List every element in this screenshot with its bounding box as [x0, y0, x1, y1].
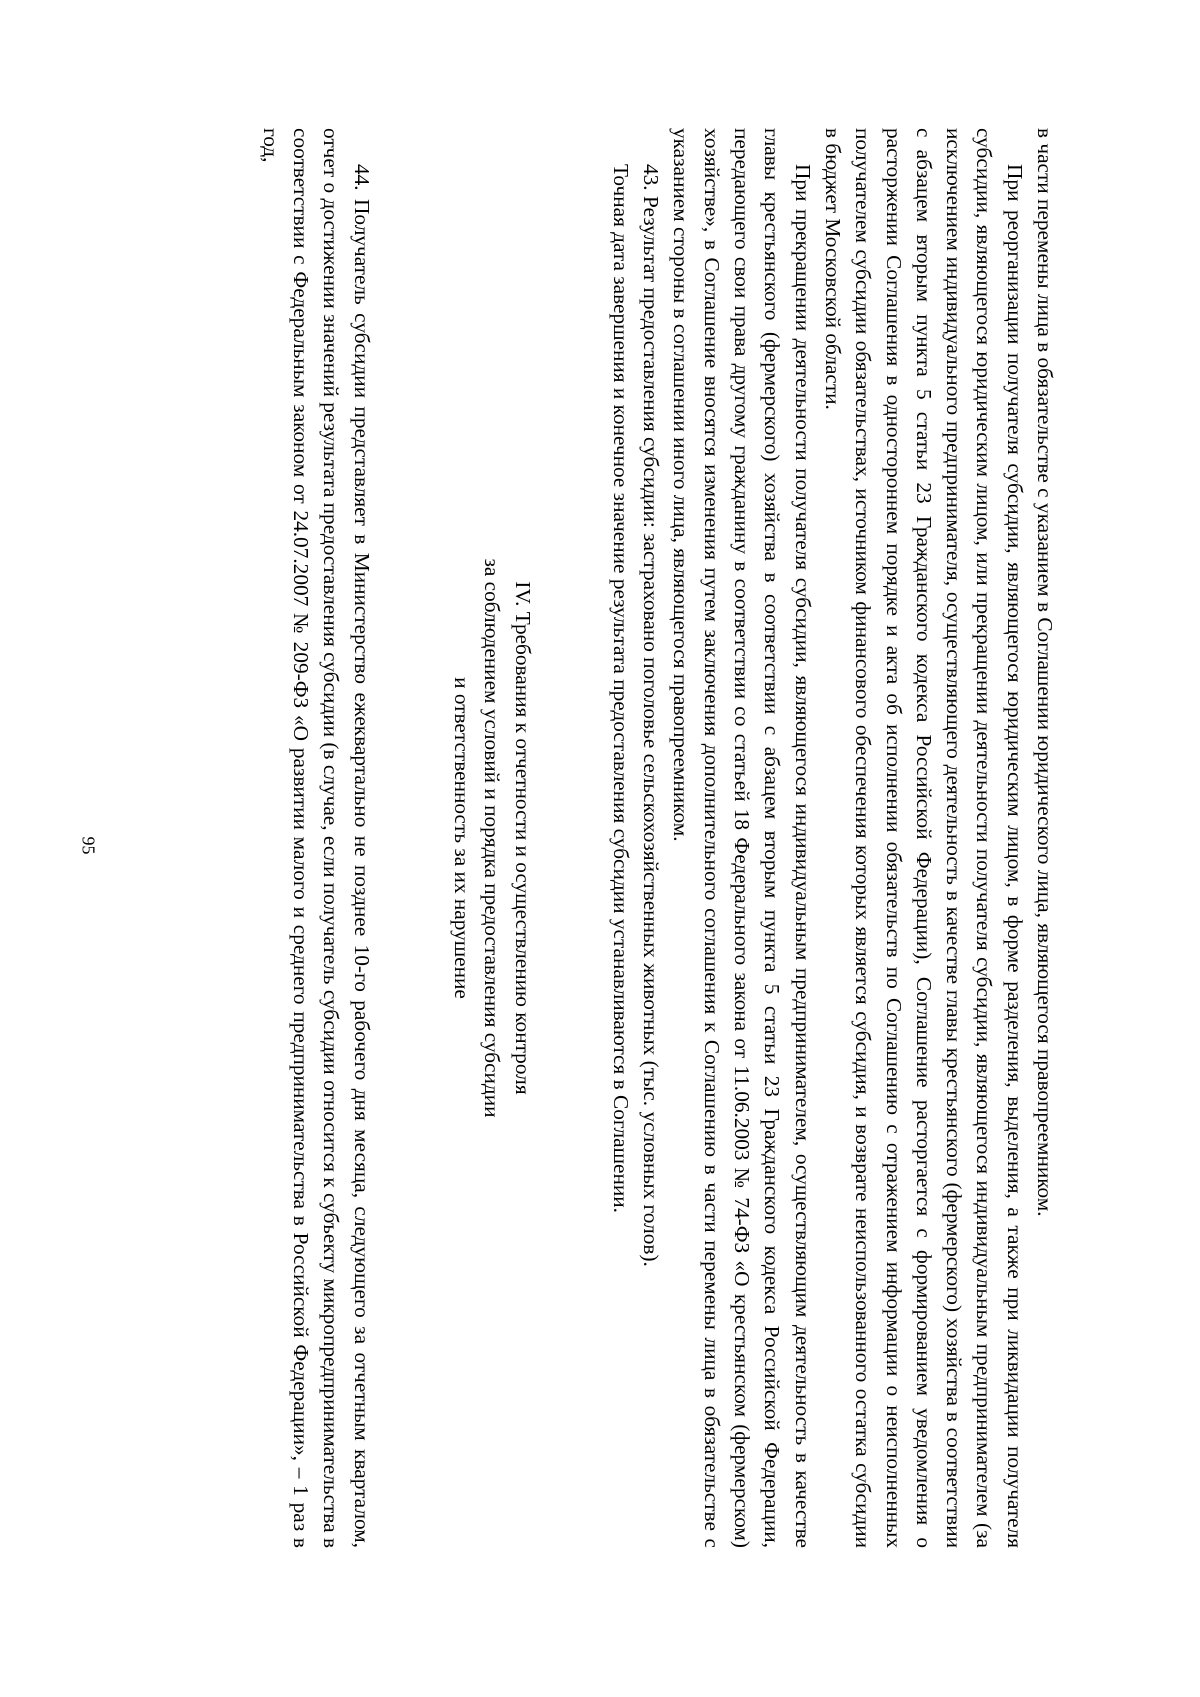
paragraph-result-43: 43. Результат предоставления субсидии: застраховано поголовье сельскохозяйственных животных (тыс. условных голов).: [639, 164, 664, 1267]
paragraph-termination: При прекращении деятельности получателя субсидии, являющегося индивидуальным предпринимателем, осуществляющим деятельность в качестве главы крестьянского (фермерского) хозяйства в соответствии с абзацем вторым пункта 5 статьи 23 Гражданского кодекса Российской Федерации, передающего свои права другому гражданину в соответствии со статьей 18 Федерального закона от 11.06.2003 № 74-ФЗ «О крестьянском (фермерском) хозяйстве», в Соглашение вносятся изменения путем заключения дополнительного соглашения к Соглашению в части перемены лица в обязательстве с указанием стороны в соглашении иного лица, являющегося правопреемником.: [669, 128, 815, 1548]
section-heading-line-1: IV. Требования к отчетности и осуществлению контроля: [510, 581, 535, 1095]
paragraph-result-date: Точная дата завершения и конечное значение результата предоставления субсидии устанавливаются в Соглашении.: [608, 164, 633, 1213]
paragraph-reorganization: При реорганизации получателя субсидии, являющегося юридическим лицом, в форме разделения, выделения, а также при ликвидации получателя субсидии, являющегося юридическим лицом, или прекращении деятельности получателя субсидии, являющегося индивидуальным предпринимателем (за исключением индивидуального предпринимателя, осуществляющего деятельность в качестве главы крестьянского (фермерского) хозяйства в соответствии с абзацем вторым пункта 5 статьи 23 Гражданского кодекса Российской Федерации), Соглашение расторгается с формированием уведомления о расторжении Соглашения в одностороннем порядке и акта об исполнении обязательств по Соглашению с отражением информации о неисполненных получателем субсидии обязательствах, источником финансового обеспечения которых является субсидия, и возврате неиспользованного остатка субсидии в бюджет Московской области.: [820, 128, 1027, 1548]
section-heading: [447, 128, 538, 1548]
page-number: 95: [78, 836, 99, 855]
section-heading-line-2: за соблюдением условий и порядка предоставления субсидии: [480, 558, 505, 1118]
paragraph-continuation: в части перемены лица в обязательстве с указанием в Соглашении юридического лица, являющегося правопреемником.: [1033, 128, 1057, 1217]
section-heading-line-3: и ответственность за их нарушение: [449, 677, 474, 999]
document-body: [160, 128, 1060, 1548]
paragraph-44: 44. Получатель субсидии представляет в Министерство ежеквартально не позднее 10-го рабочего дня месяца, следующего за отчетным кварталом, отчет о достижении значений результата предоставления субсидии (в случае, если получатель субсидии относится к субъекту микропредпринимательства в соответствии с Федеральным законом от 24.07.2007 № 209-ФЗ «О развитии малого и среднего предпринимательства в Российской Федерации», – 1 раз в год,: [258, 128, 374, 1548]
